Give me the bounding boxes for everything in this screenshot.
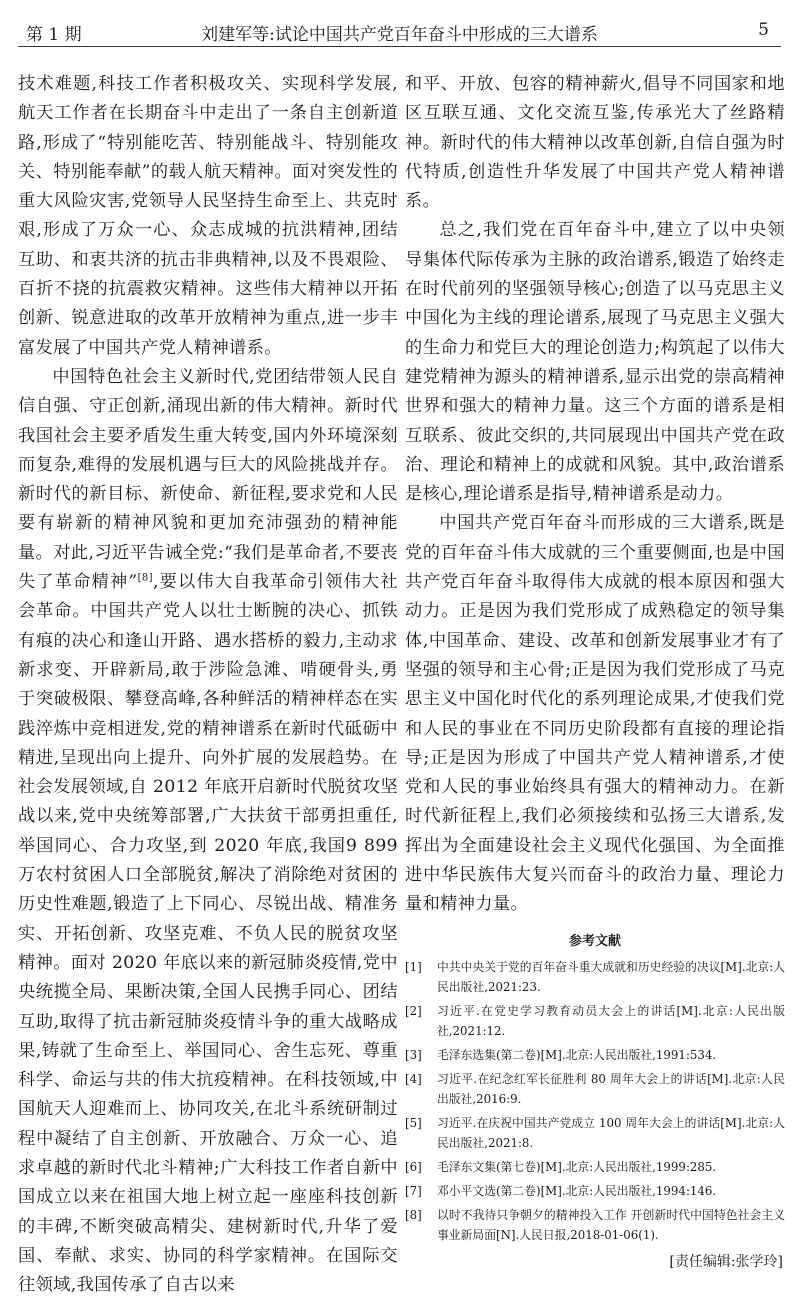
running-header [18, 18, 781, 47]
running-title: 刘建军等:试论中国共产党百年奋斗中形成的三大谱系 [201, 25, 598, 45]
reference-item [405, 1069, 785, 1109]
reference-number: [3] [405, 1047, 422, 1062]
reference-item [405, 1001, 785, 1041]
paragraph-text: ,要以伟大自我革命引领伟大社会革命。中国共产党人以壮士断腕的决心、抓铁有痕的决心和逢山开路、遇水搭桥的毅力,主动求新求变、开辟新局,敢于涉险急滩、啃硬骨头,勇于突破极限、攀登高峰,各种鲜活的精神样态在实践淬炼中竞相迸发,党的精神谱系在新时代砥砺中精进,呈现出向上提升、向外扩展的发展趋势。在社会发展领域,自 2012 年底开启新时代脱贫攻坚战以来,党中央统筹部署,广大扶贫干部勇担重任,举国同心、合力攻坚,到 2020 年底,我国9 899万农村贫困人口全部脱贫,解决了消除绝对贫困的历史性难题,锻造了上下同心、尽锐出战、精准务实、开拓创新、攻坚克难、不负人民的脱贫攻坚精神。面对 2020 年底以来的新冠肺炎疫情,党中央统揽全局、果断决策,全国人民携手同心、团结互助,取得了抗击新冠肺炎疫情斗争的重大战略成果,铸就了生命至上、举国同心、舍生忘死、尊重科学、命运与共的伟大抗疫精神。在科技领域,中国航天人迎难而上、协同攻关,在北斗系统研制过程中凝结了自主创新、开放融合、万众一心、追求卓越的新时代北斗精神;广大科技工作者自新中国成立以来在祖国大地上树立起一座座科技创新的丰碑,不断突破高精尖、建树新时代,升华了爱国、奉献、求实、协同的科学家精神。在国际交往领域,我国传承了自古以来 [18, 572, 398, 1296]
reference-item [405, 1205, 785, 1245]
reference-list [405, 957, 785, 1245]
left-column [18, 70, 398, 1300]
reference-number: [7] [405, 1183, 422, 1198]
reference-text: 习近平.在庆祝中国共产党成立 100 周年大会上的讲话[M].北京:人民出版社,2021:8. [437, 1115, 785, 1150]
reference-number: [2] [405, 1003, 422, 1018]
paragraph [18, 363, 398, 1300]
responsible-editor: [责任编辑:张学玲] [669, 1253, 783, 1270]
reference-text: 习近平.在党史学习教育动员大会上的讲话[M].北京:人民出版社,2021:12. [437, 1003, 785, 1038]
paragraph: 技术难题,科技工作者积极攻关、实现科学发展,航天工作者在长期奋斗中走出了一条自主创新道路,形成了“特别能吃苦、特别能战斗、特别能攻关、特别能奉献”的载人航天精神。面对突发性的重大风险灾害,党领导人民坚持生命至上、共克时艰,形成了万众一心、众志成城的抗洪精神,团结互助、和衷共济的抗击非典精神,以及不畏艰险、百折不挠的抗震救灾精神。这些伟大精神以开拓创新、锐意进取的改革开放精神为重点,进一步丰富发展了中国共产党人精神谱系。 [18, 74, 398, 358]
reference-number: [4] [405, 1071, 422, 1086]
reference-text: 习近平.在纪念红军长征胜利 80 周年大会上的讲话[M].北京:人民出版社,2016:9. [437, 1071, 785, 1106]
reference-text: 中共中央关于党的百年奋斗重大成就和历史经验的决议[M].北京:人民出版社,2021:23. [437, 959, 785, 994]
reference-text: 毛泽东文集(第七卷)[M].北京:人民出版社,1999:285. [437, 1159, 717, 1174]
reference-number: [6] [405, 1159, 422, 1174]
issue-label: 第 1 期 [26, 25, 82, 45]
reference-item [405, 957, 785, 997]
reference-item [405, 1045, 785, 1065]
reference-number: [1] [405, 959, 422, 974]
reference-number: [5] [405, 1115, 422, 1130]
reference-text: 以时不我待只争朝夕的精神投入工作 开创新时代中国特色社会主义事业新局面[N].人民日报,2018-01-06(1). [437, 1207, 785, 1242]
reference-item [405, 1157, 785, 1177]
reference-text: 毛泽东选集(第二卷)[M].北京:人民出版社,1991:534. [437, 1047, 717, 1062]
reference-item [405, 1181, 785, 1201]
citation-marker[interactable]: [8] [137, 572, 153, 584]
paragraph: 和平、开放、包容的精神薪火,倡导不同国家和地区互联互通、文化交流互鉴,传承光大了丝路精神。新时代的伟大精神以改革创新,自信自强为时代特质,创造性升华发展了中国共产党人精神谱系。 [405, 74, 785, 212]
references-heading: 参考文献 [568, 933, 621, 949]
reference-item [405, 1113, 785, 1153]
page-number: 5 [758, 20, 769, 40]
paragraph: 中国共产党百年奋斗而形成的三大谱系,既是党的百年奋斗伟大成就的三个重要侧面,也是中国共产党百年奋斗取得伟大成就的根本原因和强大动力。正是因为我们党形成了成熟稳定的领导集体,中国革命、建设、改革和创新发展事业才有了坚强的领导和主心骨;正是因为我们党形成了马克思主义中国化时代化的系列理论成果,才使我们党和人民的事业在不同历史阶段都有直接的理论指导;正是因为形成了中国共产党人精神谱系,才使党和人民的事业始终具有强大的精神动力。在新时代新征程上,我们必须接续和弘扬三大谱系,发挥出为全面建设社会主义现代化强国、为全面推进中华民族伟大复兴而奋斗的政治力量、理论力量和精神力量。 [405, 513, 785, 915]
paragraph: 总之,我们党在百年奋斗中,建立了以中央领导集体代际传承为主脉的政治谱系,锻造了始终走在时代前列的坚强领导核心;创造了以马克思主义中国化为主线的理论谱系,展现了马克思主义强大的生命力和党巨大的理论创造力;构筑起了以伟大建党精神为源头的精神谱系,显示出党的崇高精神世界和强大的精神力量。这三个方面的谱系是相互联系、彼此交织的,共同展现出中国共产党在政治、理论和精神上的成就和风貌。其中,政治谱系是核心,理论谱系是指导,精神谱系是动力。 [405, 220, 785, 505]
right-column [405, 70, 785, 1271]
paragraph-text: 中国特色社会主义新时代,党团结带领人民自信自强、守正创新,涌现出新的伟大精神。新时代我国社会主要矛盾发生重大转变,国内外环境深刻而复杂,难得的发展机遇与巨大的风险挑战并存。新时代的新目标、新使命、新征程,要求党和人民要有崭新的精神风貌和更加充沛强劲的精神能量。对此,习近平告诫全党:“我们是革命者,不要丧失了革命精神” [18, 366, 398, 593]
reference-number: [8] [405, 1207, 422, 1222]
reference-text: 邓小平文选(第二卷)[M].北京:人民出版社,1994:146. [437, 1183, 717, 1198]
